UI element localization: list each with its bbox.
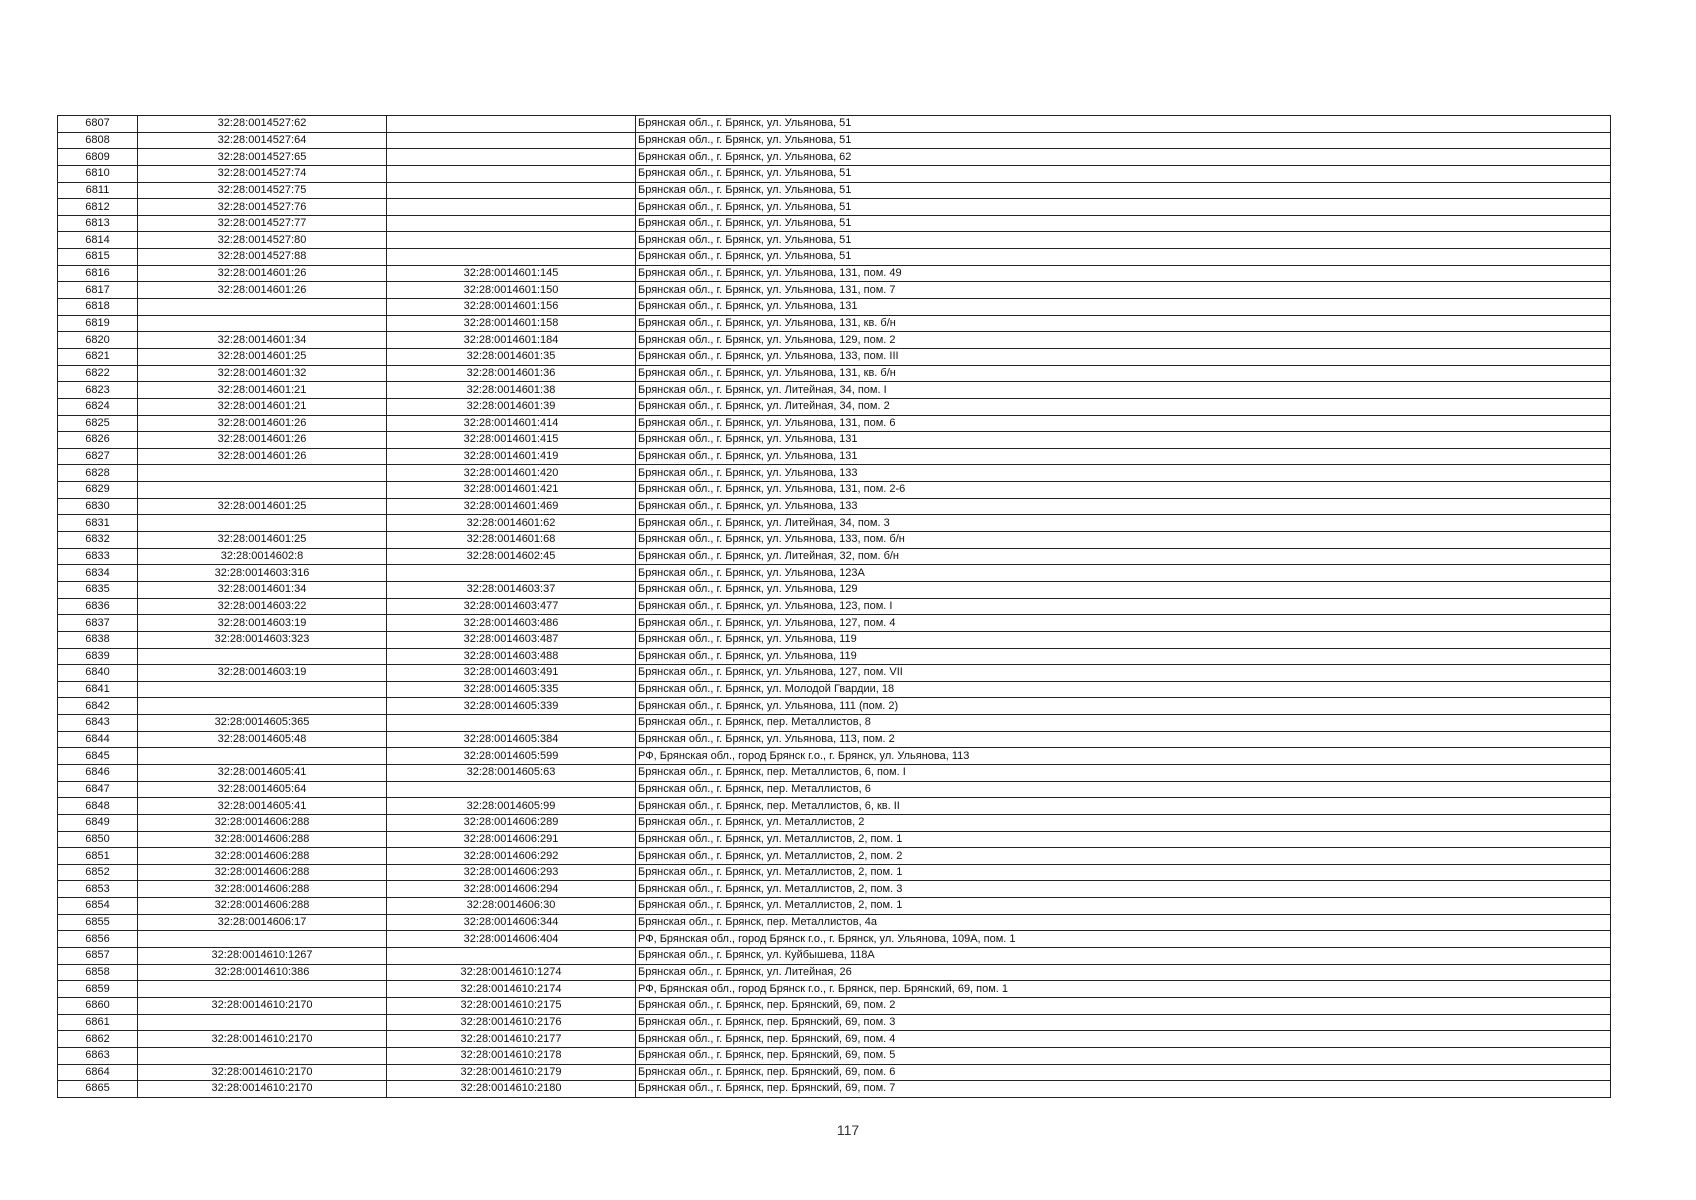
- address-cell: Брянская обл., г. Брянск, пер. Металлистов, 6: [636, 781, 1611, 798]
- object-cadastral-number-cell: [387, 215, 636, 232]
- row-number-cell: 6834: [58, 565, 138, 582]
- object-cadastral-number-cell: [387, 199, 636, 216]
- object-cadastral-number-cell: 32:28:0014601:62: [387, 515, 636, 532]
- table-row: [58, 182, 1611, 199]
- address-cell: Брянская обл., г. Брянск, ул. Ульянова, 123А: [636, 565, 1611, 582]
- object-cadastral-number-cell: 32:28:0014603:477: [387, 598, 636, 615]
- object-cadastral-number-cell: [387, 948, 636, 965]
- parcel-cadastral-number-cell: 32:28:0014610:386: [138, 964, 387, 981]
- object-cadastral-number-cell: 32:28:0014606:291: [387, 831, 636, 848]
- parcel-cadastral-number-cell: 32:28:0014610:2170: [138, 1064, 387, 1081]
- object-cadastral-number-cell: 32:28:0014610:2178: [387, 1047, 636, 1064]
- object-cadastral-number-cell: 32:28:0014601:420: [387, 465, 636, 482]
- object-cadastral-number-cell: [387, 565, 636, 582]
- object-cadastral-number-cell: 32:28:0014601:414: [387, 415, 636, 432]
- object-cadastral-number-cell: 32:28:0014601:156: [387, 299, 636, 316]
- parcel-cadastral-number-cell: 32:28:0014601:34: [138, 581, 387, 598]
- row-number-cell: 6809: [58, 149, 138, 166]
- address-cell: Брянская обл., г. Брянск, ул. Ульянова, 133: [636, 465, 1611, 482]
- row-number-cell: 6833: [58, 548, 138, 565]
- parcel-cadastral-number-cell: 32:28:0014527:77: [138, 215, 387, 232]
- row-number-cell: 6822: [58, 365, 138, 382]
- cadastral-table-body: [58, 116, 1611, 1098]
- parcel-cadastral-number-cell: 32:28:0014606:17: [138, 914, 387, 931]
- address-cell: Брянская обл., г. Брянск, пер. Брянский, 69, пом. 2: [636, 997, 1611, 1014]
- parcel-cadastral-number-cell: 32:28:0014527:74: [138, 165, 387, 182]
- table-row: [58, 382, 1611, 399]
- parcel-cadastral-number-cell: 32:28:0014606:288: [138, 848, 387, 865]
- row-number-cell: 6857: [58, 948, 138, 965]
- object-cadastral-number-cell: 32:28:0014603:486: [387, 615, 636, 632]
- parcel-cadastral-number-cell: [138, 465, 387, 482]
- table-row: [58, 1081, 1611, 1098]
- row-number-cell: 6842: [58, 698, 138, 715]
- parcel-cadastral-number-cell: 32:28:0014605:41: [138, 798, 387, 815]
- row-number-cell: 6811: [58, 182, 138, 199]
- address-cell: Брянская обл., г. Брянск, ул. Металлистов, 2, пом. 2: [636, 848, 1611, 865]
- address-cell: Брянская обл., г. Брянск, ул. Ульянова, 51: [636, 165, 1611, 182]
- table-row: [58, 848, 1611, 865]
- table-row: [58, 648, 1611, 665]
- parcel-cadastral-number-cell: 32:28:0014601:25: [138, 348, 387, 365]
- address-cell: Брянская обл., г. Брянск, ул. Ульянова, 129, пом. 2: [636, 332, 1611, 349]
- address-cell: Брянская обл., г. Брянск, пер. Брянский, 69, пом. 4: [636, 1031, 1611, 1048]
- parcel-cadastral-number-cell: 32:28:0014603:323: [138, 631, 387, 648]
- parcel-cadastral-number-cell: 32:28:0014606:288: [138, 814, 387, 831]
- address-cell: Брянская обл., г. Брянск, пер. Металлистов, 6, пом. I: [636, 764, 1611, 781]
- object-cadastral-number-cell: 32:28:0014610:2175: [387, 997, 636, 1014]
- address-cell: Брянская обл., г. Брянск, ул. Металлистов, 2: [636, 814, 1611, 831]
- table-row: [58, 1047, 1611, 1064]
- parcel-cadastral-number-cell: 32:28:0014527:80: [138, 232, 387, 249]
- row-number-cell: 6854: [58, 898, 138, 915]
- row-number-cell: 6861: [58, 1014, 138, 1031]
- row-number-cell: 6851: [58, 848, 138, 865]
- object-cadastral-number-cell: 32:28:0014601:68: [387, 532, 636, 549]
- row-number-cell: 6849: [58, 814, 138, 831]
- table-row: [58, 398, 1611, 415]
- address-cell: Брянская обл., г. Брянск, ул. Ульянова, 131, пом. 49: [636, 265, 1611, 282]
- parcel-cadastral-number-cell: 32:28:0014605:365: [138, 715, 387, 732]
- row-number-cell: 6814: [58, 232, 138, 249]
- address-cell: Брянская обл., г. Брянск, ул. Ульянова, 51: [636, 232, 1611, 249]
- row-number-cell: 6818: [58, 299, 138, 316]
- object-cadastral-number-cell: [387, 149, 636, 166]
- object-cadastral-number-cell: 32:28:0014610:2176: [387, 1014, 636, 1031]
- parcel-cadastral-number-cell: [138, 515, 387, 532]
- row-number-cell: 6829: [58, 482, 138, 499]
- address-cell: Брянская обл., г. Брянск, пер. Металлистов, 6, кв. II: [636, 798, 1611, 815]
- object-cadastral-number-cell: 32:28:0014601:415: [387, 432, 636, 449]
- parcel-cadastral-number-cell: 32:28:0014605:64: [138, 781, 387, 798]
- row-number-cell: 6815: [58, 249, 138, 266]
- row-number-cell: 6813: [58, 215, 138, 232]
- parcel-cadastral-number-cell: 32:28:0014610:2170: [138, 997, 387, 1014]
- address-cell: Брянская обл., г. Брянск, ул. Ульянова, 51: [636, 116, 1611, 133]
- cadastral-table-container: [57, 115, 1610, 1098]
- object-cadastral-number-cell: 32:28:0014603:487: [387, 631, 636, 648]
- parcel-cadastral-number-cell: [138, 315, 387, 332]
- parcel-cadastral-number-cell: 32:28:0014603:19: [138, 665, 387, 682]
- row-number-cell: 6837: [58, 615, 138, 632]
- row-number-cell: 6817: [58, 282, 138, 299]
- row-number-cell: 6827: [58, 448, 138, 465]
- address-cell: Брянская обл., г. Брянск, ул. Литейная, 26: [636, 964, 1611, 981]
- table-row: [58, 698, 1611, 715]
- address-cell: Брянская обл., г. Брянск, ул. Металлистов, 2, пом. 3: [636, 881, 1611, 898]
- object-cadastral-number-cell: 32:28:0014601:184: [387, 332, 636, 349]
- object-cadastral-number-cell: 32:28:0014606:289: [387, 814, 636, 831]
- row-number-cell: 6846: [58, 764, 138, 781]
- row-number-cell: 6858: [58, 964, 138, 981]
- address-cell: Брянская обл., г. Брянск, ул. Ульянова, 119: [636, 648, 1611, 665]
- object-cadastral-number-cell: 32:28:0014610:1274: [387, 964, 636, 981]
- address-cell: РФ, Брянская обл., город Брянск г.о., г. Брянск, ул. Ульянова, 113: [636, 748, 1611, 765]
- table-row: [58, 631, 1611, 648]
- address-cell: Брянская обл., г. Брянск, пер. Брянский, 69, пом. 7: [636, 1081, 1611, 1098]
- address-cell: Брянская обл., г. Брянск, ул. Молодой Гвардии, 18: [636, 681, 1611, 698]
- address-cell: РФ, Брянская обл., город Брянск г.о., г. Брянск, пер. Брянский, 69, пом. 1: [636, 981, 1611, 998]
- row-number-cell: 6820: [58, 332, 138, 349]
- table-row: [58, 249, 1611, 266]
- object-cadastral-number-cell: 32:28:0014606:30: [387, 898, 636, 915]
- address-cell: Брянская обл., г. Брянск, пер. Брянский, 69, пом. 3: [636, 1014, 1611, 1031]
- parcel-cadastral-number-cell: [138, 681, 387, 698]
- row-number-cell: 6862: [58, 1031, 138, 1048]
- parcel-cadastral-number-cell: 32:28:0014601:34: [138, 332, 387, 349]
- parcel-cadastral-number-cell: 32:28:0014601:26: [138, 432, 387, 449]
- object-cadastral-number-cell: [387, 165, 636, 182]
- row-number-cell: 6843: [58, 715, 138, 732]
- parcel-cadastral-number-cell: 32:28:0014527:65: [138, 149, 387, 166]
- address-cell: Брянская обл., г. Брянск, ул. Ульянова, 131, кв. б/н: [636, 365, 1611, 382]
- object-cadastral-number-cell: [387, 132, 636, 149]
- table-row: [58, 997, 1611, 1014]
- object-cadastral-number-cell: 32:28:0014603:37: [387, 581, 636, 598]
- object-cadastral-number-cell: 32:28:0014601:150: [387, 282, 636, 299]
- row-number-cell: 6825: [58, 415, 138, 432]
- address-cell: Брянская обл., г. Брянск, ул. Ульянова, 119: [636, 631, 1611, 648]
- address-cell: Брянская обл., г. Брянск, ул. Ульянова, 131, кв. б/н: [636, 315, 1611, 332]
- object-cadastral-number-cell: [387, 182, 636, 199]
- table-row: [58, 515, 1611, 532]
- cadastral-table: [57, 115, 1611, 1098]
- address-cell: Брянская обл., г. Брянск, ул. Ульянова, 131, пом. 6: [636, 415, 1611, 432]
- table-row: [58, 814, 1611, 831]
- address-cell: Брянская обл., г. Брянск, ул. Ульянова, 133: [636, 498, 1611, 515]
- address-cell: Брянская обл., г. Брянск, ул. Куйбышева, 118А: [636, 948, 1611, 965]
- object-cadastral-number-cell: [387, 781, 636, 798]
- address-cell: Брянская обл., г. Брянск, ул. Ульянова, 127, пом. VII: [636, 665, 1611, 682]
- row-number-cell: 6841: [58, 681, 138, 698]
- object-cadastral-number-cell: 32:28:0014601:419: [387, 448, 636, 465]
- table-row: [58, 215, 1611, 232]
- row-number-cell: 6845: [58, 748, 138, 765]
- table-row: [58, 282, 1611, 299]
- table-row: [58, 881, 1611, 898]
- object-cadastral-number-cell: 32:28:0014605:599: [387, 748, 636, 765]
- parcel-cadastral-number-cell: 32:28:0014610:2170: [138, 1031, 387, 1048]
- object-cadastral-number-cell: 32:28:0014602:45: [387, 548, 636, 565]
- parcel-cadastral-number-cell: 32:28:0014601:26: [138, 282, 387, 299]
- table-row: [58, 315, 1611, 332]
- parcel-cadastral-number-cell: [138, 299, 387, 316]
- row-number-cell: 6810: [58, 165, 138, 182]
- table-row: [58, 1064, 1611, 1081]
- row-number-cell: 6855: [58, 914, 138, 931]
- address-cell: Брянская обл., г. Брянск, ул. Металлистов, 2, пом. 1: [636, 831, 1611, 848]
- parcel-cadastral-number-cell: 32:28:0014603:22: [138, 598, 387, 615]
- row-number-cell: 6847: [58, 781, 138, 798]
- address-cell: РФ, Брянская обл., город Брянск г.о., г. Брянск, ул. Ульянова, 109А, пом. 1: [636, 931, 1611, 948]
- table-row: [58, 914, 1611, 931]
- parcel-cadastral-number-cell: 32:28:0014601:21: [138, 398, 387, 415]
- object-cadastral-number-cell: 32:28:0014605:384: [387, 731, 636, 748]
- row-number-cell: 6830: [58, 498, 138, 515]
- parcel-cadastral-number-cell: 32:28:0014527:76: [138, 199, 387, 216]
- address-cell: Брянская обл., г. Брянск, ул. Ульянова, 131: [636, 432, 1611, 449]
- address-cell: Брянская обл., г. Брянск, ул. Ульянова, 62: [636, 149, 1611, 166]
- address-cell: Брянская обл., г. Брянск, ул. Литейная, 34, пом. 3: [636, 515, 1611, 532]
- parcel-cadastral-number-cell: 32:28:0014610:2170: [138, 1081, 387, 1098]
- address-cell: Брянская обл., г. Брянск, ул. Ульянова, 131: [636, 448, 1611, 465]
- row-number-cell: 6832: [58, 532, 138, 549]
- parcel-cadastral-number-cell: 32:28:0014601:25: [138, 532, 387, 549]
- row-number-cell: 6821: [58, 348, 138, 365]
- row-number-cell: 6816: [58, 265, 138, 282]
- row-number-cell: 6807: [58, 116, 138, 133]
- parcel-cadastral-number-cell: [138, 698, 387, 715]
- object-cadastral-number-cell: 32:28:0014610:2179: [387, 1064, 636, 1081]
- row-number-cell: 6863: [58, 1047, 138, 1064]
- object-cadastral-number-cell: [387, 715, 636, 732]
- row-number-cell: 6824: [58, 398, 138, 415]
- address-cell: Брянская обл., г. Брянск, ул. Ульянова, 123, пом. I: [636, 598, 1611, 615]
- table-row: [58, 665, 1611, 682]
- object-cadastral-number-cell: [387, 116, 636, 133]
- parcel-cadastral-number-cell: 32:28:0014606:288: [138, 864, 387, 881]
- object-cadastral-number-cell: [387, 232, 636, 249]
- object-cadastral-number-cell: [387, 249, 636, 266]
- table-row: [58, 715, 1611, 732]
- address-cell: Брянская обл., г. Брянск, ул. Литейная, 32, пом. б/н: [636, 548, 1611, 565]
- table-row: [58, 581, 1611, 598]
- table-row: [58, 199, 1611, 216]
- address-cell: Брянская обл., г. Брянск, ул. Ульянова, 133, пом. III: [636, 348, 1611, 365]
- object-cadastral-number-cell: 32:28:0014601:36: [387, 365, 636, 382]
- parcel-cadastral-number-cell: 32:28:0014605:48: [138, 731, 387, 748]
- table-row: [58, 432, 1611, 449]
- parcel-cadastral-number-cell: 32:28:0014527:75: [138, 182, 387, 199]
- row-number-cell: 6852: [58, 864, 138, 881]
- row-number-cell: 6850: [58, 831, 138, 848]
- address-cell: Брянская обл., г. Брянск, ул. Ульянова, 51: [636, 215, 1611, 232]
- object-cadastral-number-cell: 32:28:0014601:158: [387, 315, 636, 332]
- table-row: [58, 748, 1611, 765]
- table-row: [58, 798, 1611, 815]
- row-number-cell: 6838: [58, 631, 138, 648]
- row-number-cell: 6831: [58, 515, 138, 532]
- table-row: [58, 864, 1611, 881]
- table-row: [58, 1031, 1611, 1048]
- table-row: [58, 781, 1611, 798]
- parcel-cadastral-number-cell: 32:28:0014601:32: [138, 365, 387, 382]
- parcel-cadastral-number-cell: 32:28:0014610:1267: [138, 948, 387, 965]
- parcel-cadastral-number-cell: 32:28:0014605:41: [138, 764, 387, 781]
- table-row: [58, 898, 1611, 915]
- row-number-cell: 6844: [58, 731, 138, 748]
- table-row: [58, 116, 1611, 133]
- address-cell: Брянская обл., г. Брянск, ул. Литейная, 34, пом. I: [636, 382, 1611, 399]
- parcel-cadastral-number-cell: 32:28:0014603:316: [138, 565, 387, 582]
- object-cadastral-number-cell: 32:28:0014601:35: [387, 348, 636, 365]
- parcel-cadastral-number-cell: 32:28:0014601:25: [138, 498, 387, 515]
- parcel-cadastral-number-cell: 32:28:0014527:62: [138, 116, 387, 133]
- address-cell: Брянская обл., г. Брянск, пер. Металлистов, 4а: [636, 914, 1611, 931]
- object-cadastral-number-cell: 32:28:0014605:99: [387, 798, 636, 815]
- table-row: [58, 448, 1611, 465]
- object-cadastral-number-cell: 32:28:0014606:404: [387, 931, 636, 948]
- address-cell: Брянская обл., г. Брянск, ул. Литейная, 34, пом. 2: [636, 398, 1611, 415]
- row-number-cell: 6848: [58, 798, 138, 815]
- table-row: [58, 764, 1611, 781]
- object-cadastral-number-cell: 32:28:0014605:339: [387, 698, 636, 715]
- row-number-cell: 6856: [58, 931, 138, 948]
- object-cadastral-number-cell: 32:28:0014601:145: [387, 265, 636, 282]
- object-cadastral-number-cell: 32:28:0014610:2180: [387, 1081, 636, 1098]
- table-row: [58, 332, 1611, 349]
- row-number-cell: 6812: [58, 199, 138, 216]
- table-row: [58, 681, 1611, 698]
- table-row: [58, 465, 1611, 482]
- address-cell: Брянская обл., г. Брянск, ул. Ульянова, 51: [636, 249, 1611, 266]
- table-row: [58, 598, 1611, 615]
- address-cell: Брянская обл., г. Брянск, ул. Ульянова, 51: [636, 182, 1611, 199]
- address-cell: Брянская обл., г. Брянск, ул. Ульянова, 113, пом. 2: [636, 731, 1611, 748]
- row-number-cell: 6835: [58, 581, 138, 598]
- table-row: [58, 731, 1611, 748]
- row-number-cell: 6819: [58, 315, 138, 332]
- row-number-cell: 6808: [58, 132, 138, 149]
- address-cell: Брянская обл., г. Брянск, ул. Металлистов, 2, пом. 1: [636, 864, 1611, 881]
- address-cell: Брянская обл., г. Брянск, ул. Ульянова, 131: [636, 299, 1611, 316]
- object-cadastral-number-cell: 32:28:0014603:491: [387, 665, 636, 682]
- row-number-cell: 6823: [58, 382, 138, 399]
- parcel-cadastral-number-cell: 32:28:0014601:26: [138, 415, 387, 432]
- object-cadastral-number-cell: 32:28:0014606:294: [387, 881, 636, 898]
- parcel-cadastral-number-cell: 32:28:0014606:288: [138, 898, 387, 915]
- row-number-cell: 6826: [58, 432, 138, 449]
- address-cell: Брянская обл., г. Брянск, пер. Металлистов, 8: [636, 715, 1611, 732]
- object-cadastral-number-cell: 32:28:0014601:469: [387, 498, 636, 515]
- address-cell: Брянская обл., г. Брянск, ул. Ульянова, 51: [636, 199, 1611, 216]
- table-row: [58, 615, 1611, 632]
- address-cell: Брянская обл., г. Брянск, пер. Брянский, 69, пом. 5: [636, 1047, 1611, 1064]
- row-number-cell: 6836: [58, 598, 138, 615]
- table-row: [58, 931, 1611, 948]
- address-cell: Брянская обл., г. Брянск, ул. Ульянова, 111 (пом. 2): [636, 698, 1611, 715]
- address-cell: Брянская обл., г. Брянск, ул. Ульянова, 127, пом. 4: [636, 615, 1611, 632]
- object-cadastral-number-cell: 32:28:0014603:488: [387, 648, 636, 665]
- table-row: [58, 482, 1611, 499]
- address-cell: Брянская обл., г. Брянск, ул. Ульянова, 131, пом. 2-6: [636, 482, 1611, 499]
- table-row: [58, 498, 1611, 515]
- table-row: [58, 365, 1611, 382]
- address-cell: Брянская обл., г. Брянск, ул. Ульянова, 51: [636, 132, 1611, 149]
- address-cell: Брянская обл., г. Брянск, ул. Металлистов, 2, пом. 1: [636, 898, 1611, 915]
- row-number-cell: 6839: [58, 648, 138, 665]
- parcel-cadastral-number-cell: [138, 1047, 387, 1064]
- address-cell: Брянская обл., г. Брянск, пер. Брянский, 69, пом. 6: [636, 1064, 1611, 1081]
- object-cadastral-number-cell: 32:28:0014606:292: [387, 848, 636, 865]
- parcel-cadastral-number-cell: 32:28:0014601:26: [138, 265, 387, 282]
- parcel-cadastral-number-cell: [138, 748, 387, 765]
- table-row: [58, 1014, 1611, 1031]
- table-row: [58, 265, 1611, 282]
- parcel-cadastral-number-cell: 32:28:0014606:288: [138, 831, 387, 848]
- parcel-cadastral-number-cell: [138, 931, 387, 948]
- parcel-cadastral-number-cell: 32:28:0014601:21: [138, 382, 387, 399]
- object-cadastral-number-cell: 32:28:0014605:63: [387, 764, 636, 781]
- table-row: [58, 532, 1611, 549]
- parcel-cadastral-number-cell: [138, 648, 387, 665]
- row-number-cell: 6859: [58, 981, 138, 998]
- address-cell: Брянская обл., г. Брянск, ул. Ульянова, 129: [636, 581, 1611, 598]
- table-row: [58, 149, 1611, 166]
- page-number: 117: [836, 1122, 860, 1138]
- row-number-cell: 6840: [58, 665, 138, 682]
- object-cadastral-number-cell: 32:28:0014601:38: [387, 382, 636, 399]
- address-cell: Брянская обл., г. Брянск, ул. Ульянова, 133, пом. б/н: [636, 532, 1611, 549]
- table-row: [58, 132, 1611, 149]
- parcel-cadastral-number-cell: [138, 482, 387, 499]
- row-number-cell: 6828: [58, 465, 138, 482]
- row-number-cell: 6864: [58, 1064, 138, 1081]
- parcel-cadastral-number-cell: [138, 981, 387, 998]
- object-cadastral-number-cell: 32:28:0014606:344: [387, 914, 636, 931]
- row-number-cell: 6860: [58, 997, 138, 1014]
- parcel-cadastral-number-cell: 32:28:0014602:8: [138, 548, 387, 565]
- object-cadastral-number-cell: 32:28:0014610:2174: [387, 981, 636, 998]
- table-row: [58, 548, 1611, 565]
- row-number-cell: 6865: [58, 1081, 138, 1098]
- object-cadastral-number-cell: 32:28:0014601:421: [387, 482, 636, 499]
- table-row: [58, 948, 1611, 965]
- table-row: [58, 299, 1611, 316]
- parcel-cadastral-number-cell: 32:28:0014527:64: [138, 132, 387, 149]
- object-cadastral-number-cell: 32:28:0014610:2177: [387, 1031, 636, 1048]
- table-row: [58, 415, 1611, 432]
- table-row: [58, 165, 1611, 182]
- address-cell: Брянская обл., г. Брянск, ул. Ульянова, 131, пом. 7: [636, 282, 1611, 299]
- table-row: [58, 232, 1611, 249]
- table-row: [58, 981, 1611, 998]
- object-cadastral-number-cell: 32:28:0014606:293: [387, 864, 636, 881]
- object-cadastral-number-cell: 32:28:0014605:335: [387, 681, 636, 698]
- parcel-cadastral-number-cell: 32:28:0014603:19: [138, 615, 387, 632]
- parcel-cadastral-number-cell: [138, 1014, 387, 1031]
- row-number-cell: 6853: [58, 881, 138, 898]
- parcel-cadastral-number-cell: 32:28:0014606:288: [138, 881, 387, 898]
- table-row: [58, 831, 1611, 848]
- table-row: [58, 565, 1611, 582]
- parcel-cadastral-number-cell: 32:28:0014527:88: [138, 249, 387, 266]
- parcel-cadastral-number-cell: 32:28:0014601:26: [138, 448, 387, 465]
- table-row: [58, 348, 1611, 365]
- table-row: [58, 964, 1611, 981]
- object-cadastral-number-cell: 32:28:0014601:39: [387, 398, 636, 415]
